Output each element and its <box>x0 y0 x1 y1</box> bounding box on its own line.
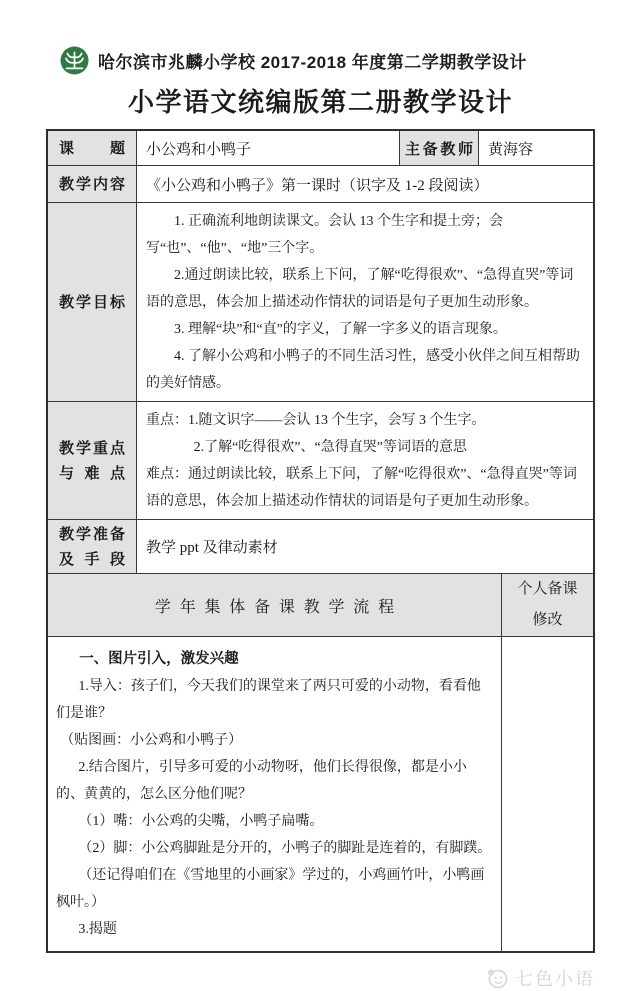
objectives-label-cell <box>48 203 137 401</box>
personal-notes-header-cell <box>502 574 593 636</box>
school-name-line: 哈尔滨市兆麟小学校 2017-2018 年度第二学期教学设计 <box>98 52 527 72</box>
content-label: 教学内容 <box>59 175 125 193</box>
lesson-plan-table <box>46 129 595 953</box>
flow-step: 3.揭题 <box>78 922 117 937</box>
personal-notes-blank-cell <box>502 637 593 951</box>
keypoints-value-cell <box>137 402 593 519</box>
flow-header-cell <box>48 574 502 636</box>
objective-item: 3. 理解“块”和“直”的字义，了解一字多义的语言现象。 <box>174 322 507 337</box>
objective-item: 2.通过朗读比较，联系上下问，了解“吃得很欢”、“急得直哭”等词语的意思，体会加上描述动作情状的词语是句子更加生动形象。 <box>146 268 574 310</box>
personal-notes-header-line2: 修改 <box>532 612 563 628</box>
teacher-name: 黄海容 <box>488 141 534 158</box>
flow-step: （贴图画：小公鸡和小鸭子） <box>60 733 243 748</box>
topic-value: 小公鸡和小鸭子 <box>146 141 252 158</box>
school-tree-logo-icon <box>60 46 89 75</box>
table-row-objectives <box>48 203 593 402</box>
objectives-value-cell <box>137 203 593 401</box>
preparation-value-cell <box>137 520 593 573</box>
table-row-content <box>48 166 593 203</box>
topic-label: 课题 <box>59 139 125 157</box>
keypoint-item: 重点：1.随文识字——会认 13 个生字，会写 3 个生字。 <box>146 413 486 428</box>
flow-section-title: 一、图片引入，激发兴趣 <box>79 651 239 667</box>
preparation-label-cell <box>48 520 137 573</box>
table-row-flow-content <box>48 637 593 951</box>
preparation-label: 教学准备及手段 <box>59 525 125 568</box>
teacher-label: 主备教师 <box>405 140 473 158</box>
content-value-cell <box>137 166 593 202</box>
watermark-text: 七色小语 <box>515 969 595 989</box>
keypoint-item: 2.了解“吃得很欢”、“急得直哭”等词语的意思 <box>193 440 467 455</box>
content-label-cell <box>48 166 137 202</box>
topic-label-cell <box>48 131 137 165</box>
keypoint-item: 难点：通过朗读比较，联系上下问，了解“吃得很欢”、“急得直哭”等词语的意思，体会加上描述动作情状的词语是句子更加生动形象。 <box>146 467 577 509</box>
keypoints-label-cell <box>48 402 137 519</box>
table-row-topic <box>48 131 593 166</box>
objective-item: 1. 正确流利地朗读课文。会认 13 个生字和提土旁；会写“也”、“他”、“地”三个字。 <box>146 214 503 256</box>
table-row-preparation <box>48 520 593 574</box>
personal-notes-header-line1: 个人备课 <box>517 581 578 597</box>
teacher-name-cell <box>479 131 593 165</box>
flow-step: （还记得咱们在《雪地里的小画家》学过的，小鸡画竹叶，小鸭画枫叶。） <box>56 868 485 910</box>
preparation-value: 教学 ppt 及律动素材 <box>146 540 278 556</box>
flow-step: （1）嘴：小公鸡的尖嘴，小鸭子扁嘴。 <box>78 814 324 829</box>
table-row-keypoints <box>48 402 593 520</box>
document-header <box>46 44 595 76</box>
topic-value-cell <box>137 131 400 165</box>
keypoints-label: 教学重点与难点 <box>59 439 125 482</box>
watermark <box>46 965 595 991</box>
flow-content-cell <box>48 637 502 951</box>
document-title: 小学语文统编版第二册教学设计 <box>127 87 513 117</box>
flow-step: 2.结合图片，引导多可爱的小动物呀，他们长得很像，都是小小的、黄黄的，怎么区分他们呢？ <box>56 760 467 802</box>
table-row-flow-header <box>48 574 593 637</box>
teacher-label-cell <box>400 131 479 165</box>
flow-step: 1.导入：孩子们，今天我们的课堂来了两只可爱的小动物，看看他们是谁？ <box>56 679 481 721</box>
flow-step: （2）脚：小公鸡脚趾是分开的，小鸭子的脚趾是连着的，有脚蹼。 <box>78 841 492 856</box>
content-value: 《小公鸡和小鸭子》第一课时（识字及 1-2 段阅读） <box>146 177 489 194</box>
objectives-label: 教学目标 <box>59 293 125 311</box>
flow-header-title: 学年集体备课教学流程 <box>154 598 403 616</box>
objective-item: 4. 了解小公鸡和小鸭子的不同生活习性，感受小伙伴之间互相帮助的美好情感。 <box>146 349 580 391</box>
smiley-face-icon <box>485 966 509 990</box>
